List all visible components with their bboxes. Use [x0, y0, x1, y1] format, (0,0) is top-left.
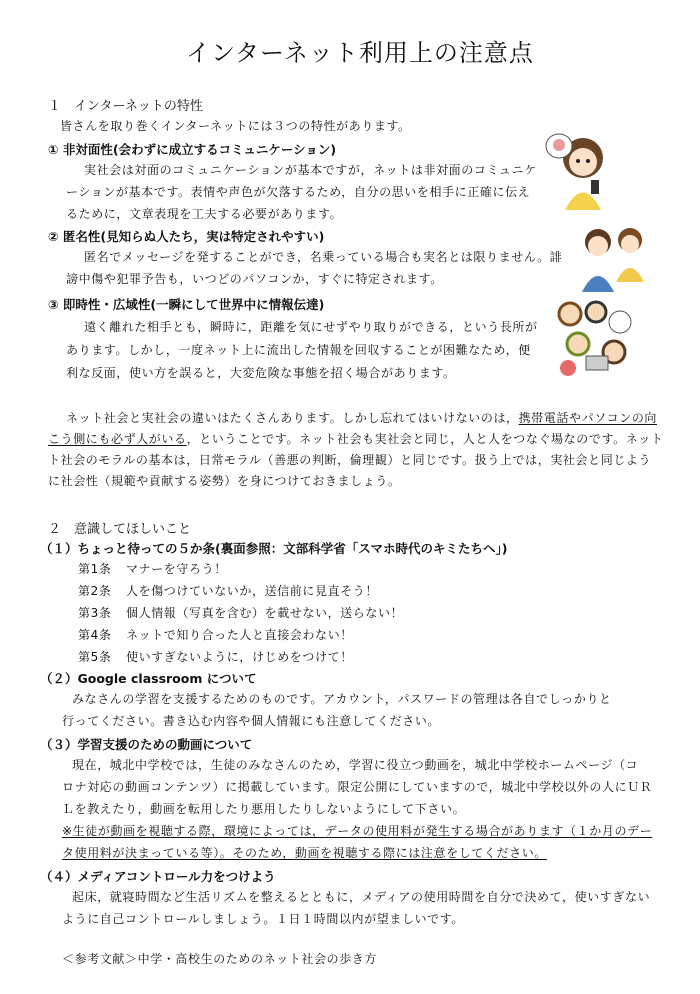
page-title: インターネット利用上の注意点 [186, 39, 534, 67]
summary-line-1: ネット社会と実社会の違いはたくさんあります。しかし忘れてはいけないのは，携帯電話やパソコンの向 [66, 411, 658, 425]
article-num: 第3条 [78, 606, 112, 620]
item1-line: 実社会は対面のコミュニケーションが基本ですが，ネットは非対面のコミュニケ [84, 163, 537, 177]
sub3-heading: （３）学習支援のための動画について [40, 737, 253, 752]
article-text: ネットで知り合った人と直接会わない！ [126, 628, 353, 642]
item2-heading: ② 匿名性(見知らぬ人たち，実は特定されやすい) [48, 229, 325, 244]
sub4-line: ように自己コントロールしましょう。１日１時間以内が望ましいです。 [62, 912, 465, 926]
sub3-line: 現在，城北中学校では，生徒のみなさんのため，学習に役立つ動画を，城北中学校ホームページ（コ [72, 758, 639, 772]
article-text: 人を傷つけていないか，送信前に見直そう！ [126, 584, 379, 598]
sub3-line: Ｌを教えたり，動画を転用したり悪用したりしないようにして下さい。 [62, 802, 466, 816]
reference: ＜参考文献＞中学・高校生のためのネット社会の歩き方 [62, 952, 378, 966]
group-online-illustration [556, 300, 636, 380]
article-text: 使いすぎないように，けじめをつけて！ [126, 650, 353, 664]
section1-intro: 皆さんを取り巻くインターネットには３つの特性があります。 [60, 119, 411, 133]
summary-line-3: ト社会のモラルの基本は，日常モラル（善悪の判断，倫理観）と同じです。扱う上では，実社会と同じよう [48, 453, 652, 467]
article-num: 第1条 [78, 562, 112, 576]
summary-line-2: こう側にも必ず人がいる，ということです。ネット社会も実社会と同じ，人と人をつなぐ場なのです。ネット [48, 432, 664, 446]
section1-heading: １ インターネットの特性 [48, 99, 203, 114]
summary-line-4: に社会性（規範や貢献する姿勢）を身につけておきましょう。 [48, 474, 401, 488]
sub2-line: みなさんの学習を支援するためのものです。アカウント，パスワードの管理は各自でしっかりと [72, 692, 612, 706]
sub3-note: ※生徒が動画を視聴する際，環境によっては，データの使用料が発生する場合があります（１か月のデー [62, 824, 653, 838]
sub1-heading: （１）ちょっと待っての５か条(裏面参照：文部科学省「スマホ時代のキミたちへ」) [40, 541, 508, 556]
girl-with-phone-illustration [545, 130, 617, 215]
item1-line: るために，文章表現を工夫する必要があります。 [66, 207, 343, 221]
article-num: 第4条 [78, 628, 112, 642]
article-num: 第2条 [78, 584, 112, 598]
item1-heading: ① 非対面性(会わずに成立するコミュニケーション) [48, 142, 337, 157]
sub3-note: タ使用料が決まっている等）。そのため，動画を視聴する際には注意をしてください。 [62, 846, 547, 860]
boy-and-girl-illustration [578, 222, 650, 294]
article-text: 個人情報（写真を含む）を載せない，送らない！ [126, 606, 404, 620]
item2-line: 謗中傷や犯罪予告も，いつどのパソコンか，すぐに特定されます。 [66, 272, 443, 286]
item3-line: 利な反面，使い方を誤ると，大変危険な事態を招く場合があります。 [66, 366, 456, 380]
item3-heading: ③ 即時性・広域性(一瞬にして世界中に情報伝達) [48, 297, 325, 312]
item3-line: あります。しかし，一度ネット上に流出した情報を回収することが困難なため，便 [66, 343, 531, 357]
sub2-line: 行ってください。書き込む内容や個人情報にも注意してください。 [62, 714, 441, 728]
item2-line: 匿名でメッセージを発することができ，名乗っている場合も実名とは限りません。誹 [84, 250, 563, 264]
section2-heading: ２ 意識してほしいこと [48, 522, 192, 537]
item1-line: ーションが基本です。表情や声色が欠落するため，自分の思いを相手に正確に伝え [66, 185, 531, 199]
sub2-heading: （２）Google classroom について [40, 671, 257, 686]
sub3-line: ロナ対応の動画コンテンツ）に掲載しています。限定公開にしていますので，城北中学校以外の人にＵＲ [62, 780, 653, 794]
sub4-heading: （４）メディアコントロール力をつけよう [40, 869, 276, 884]
article-num: 第5条 [78, 650, 112, 664]
sub4-line: 起床，就寝時間など生活リズムを整えるとともに，メディアの使用時間を自分で決めて，使いすぎない [72, 890, 651, 904]
article-text: マナーを守ろう！ [126, 562, 227, 576]
item3-line: 遠く離れた相手とも，瞬時に，距離を気にせずやり取りができる，という長所が [84, 320, 538, 334]
